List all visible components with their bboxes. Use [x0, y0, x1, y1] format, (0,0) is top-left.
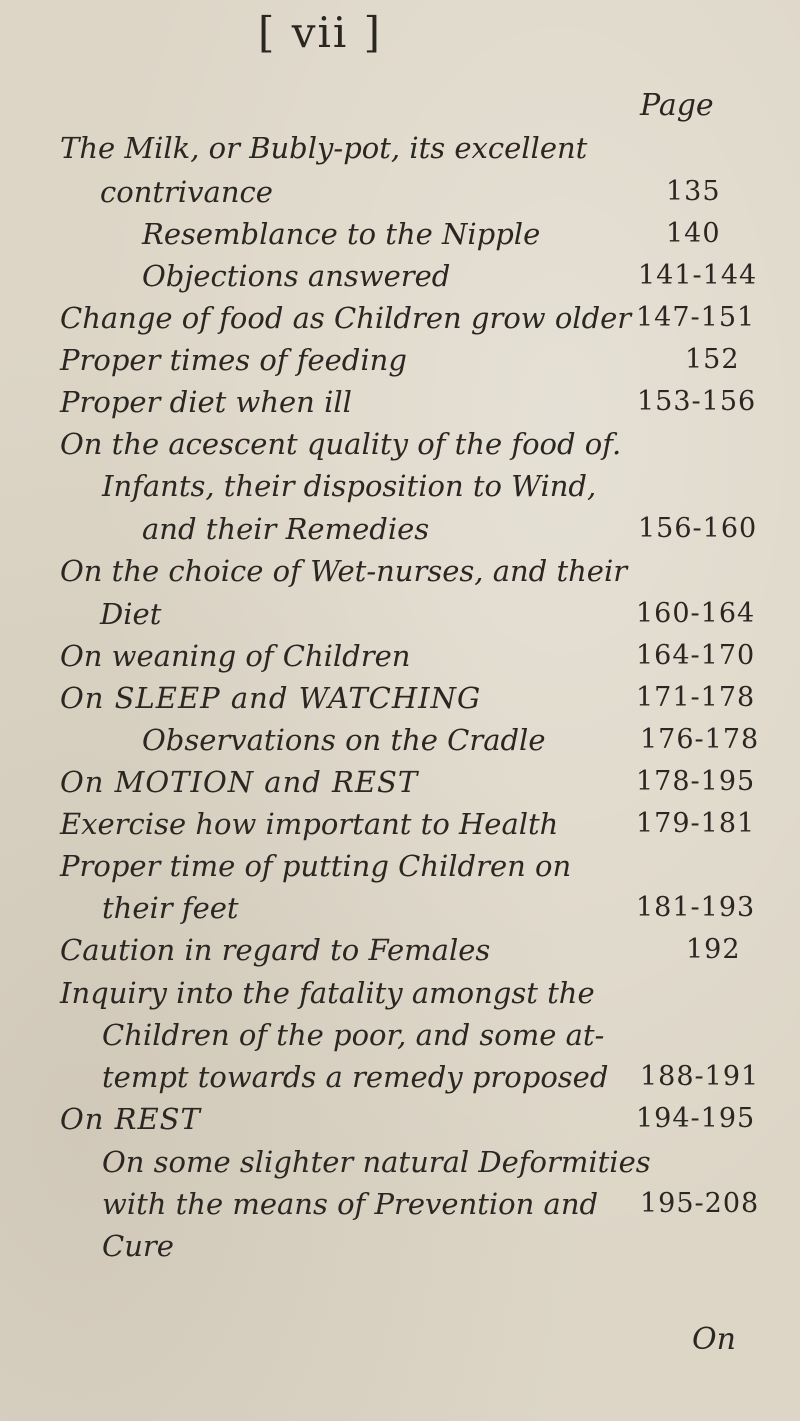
entry-text: On REST	[60, 1102, 201, 1136]
page-number: [ vii ]	[258, 8, 383, 57]
entry-text: Exercise how important to Health	[60, 807, 559, 841]
entry-text: Infants, their disposition to Wind,	[102, 469, 597, 503]
entry-page: 179-181	[636, 808, 756, 839]
entry-page: 192	[686, 934, 741, 965]
entry-page: 195-208	[640, 1188, 760, 1219]
entry-text: Objections answered	[142, 259, 451, 293]
entry-text: their feet	[102, 891, 239, 925]
entry-text: with the means of Prevention and	[102, 1187, 599, 1221]
entry-text: Inquiry into the fatality amongst the	[60, 976, 595, 1010]
entry-text: On MOTION and REST	[60, 765, 419, 799]
entry-page: 152	[685, 344, 740, 375]
entry-text: Diet	[100, 597, 162, 631]
entry-page: 141-144	[638, 260, 758, 291]
entry-page: 135	[666, 176, 721, 207]
entry-text: Change of food as Children grow older	[60, 301, 632, 335]
entry-page: 178-195	[636, 766, 756, 797]
entry-text: On weaning of Children	[60, 639, 411, 673]
entry-page: 164-170	[636, 640, 756, 671]
entry-text: Observations on the Cradle	[142, 723, 546, 757]
entry-page: 160-164	[636, 598, 756, 629]
entry-text: On the acescent quality of the food of.	[60, 427, 622, 461]
entry-page: 181-193	[636, 892, 756, 923]
entry-page: 156-160	[638, 513, 758, 544]
entry-page: 176-178	[640, 724, 760, 755]
entry-page: 188-191	[640, 1061, 760, 1092]
entry-text: The Milk, or Bubly-pot, its excellent	[60, 131, 588, 165]
entry-text: tempt towards a remedy proposed	[102, 1060, 609, 1094]
page-column-label: Page	[640, 88, 714, 123]
entry-text: Proper diet when ill	[60, 385, 352, 419]
entry-text: On some slighter natural Deformities	[102, 1145, 651, 1179]
entry-page: 140	[666, 218, 721, 249]
entry-page: 147-151	[636, 302, 756, 333]
entry-page: 153-156	[637, 386, 757, 417]
catchword: On	[692, 1322, 736, 1357]
entry-text: contrivance	[100, 175, 273, 209]
entry-text: Resemblance to the Nipple	[142, 217, 541, 251]
entry-text: Proper time of putting Children on	[60, 849, 572, 883]
entry-text: On the choice of Wet-nurses, and their	[60, 554, 628, 588]
entry-text: Proper times of feeding	[60, 343, 407, 377]
entry-page: 194-195	[636, 1103, 756, 1134]
entry-text: Caution in regard to Females	[60, 933, 491, 967]
entry-text: Children of the poor, and some at-	[102, 1018, 605, 1052]
entry-text: and their Remedies	[142, 512, 430, 546]
entry-page: 171-178	[636, 682, 756, 713]
entry-text: Cure	[102, 1229, 174, 1263]
entry-text: On SLEEP and WATCHING	[60, 681, 482, 715]
